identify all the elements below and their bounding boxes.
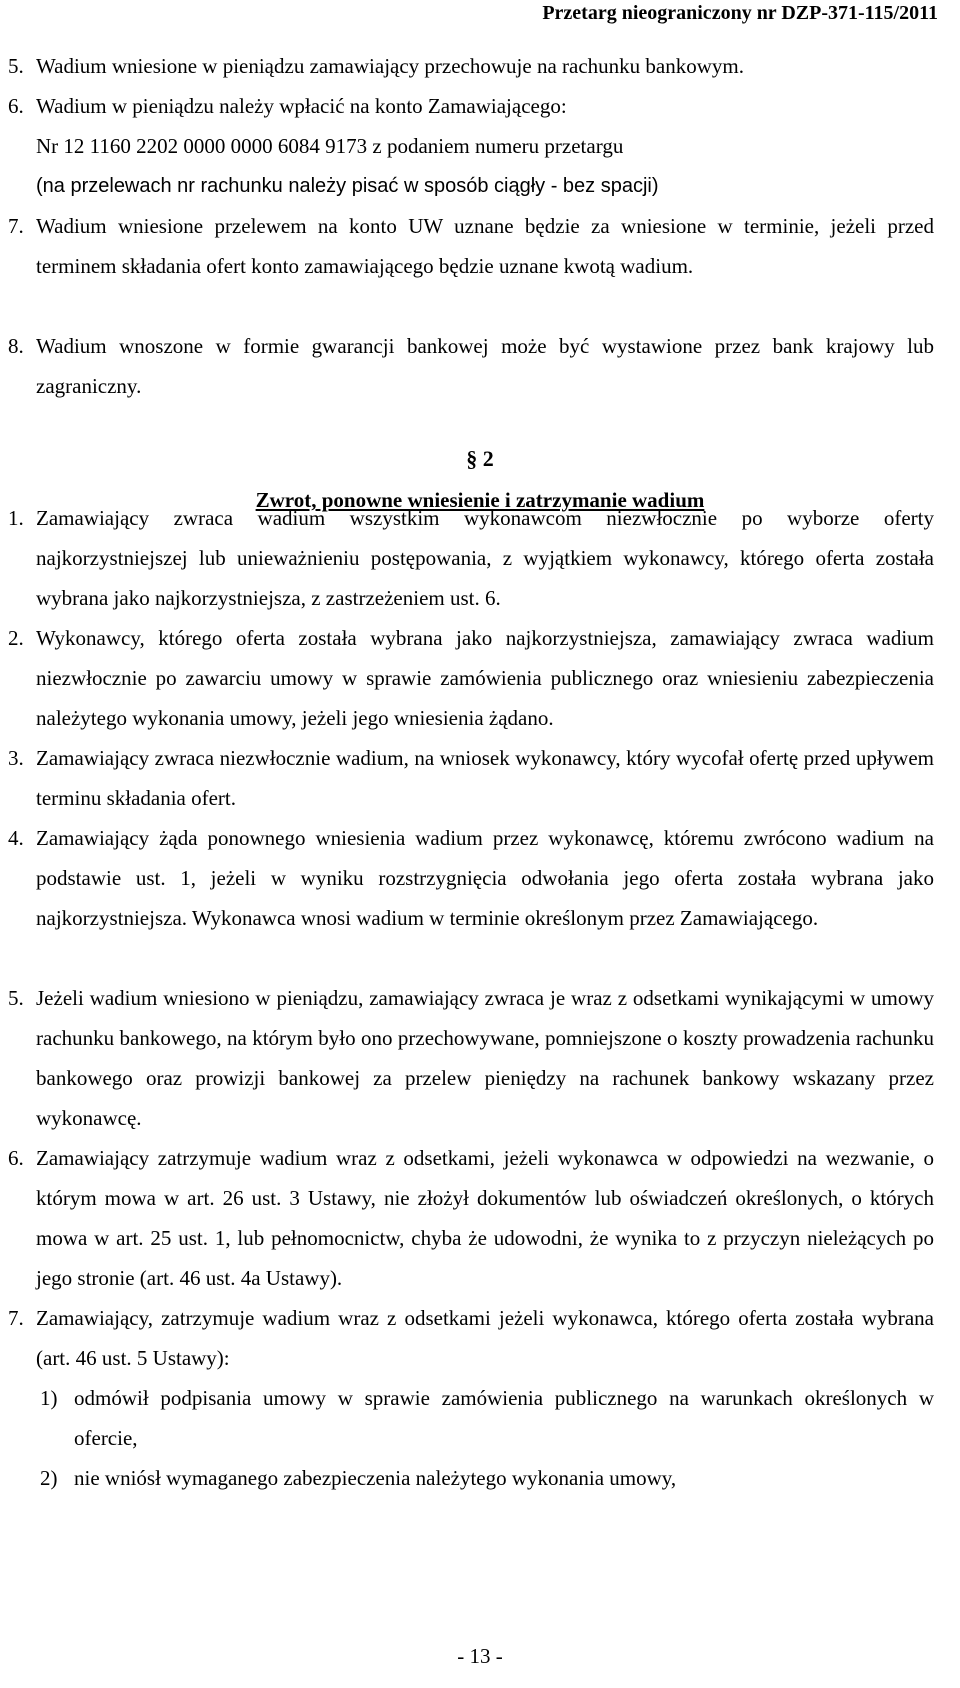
- item-number: 5.: [8, 986, 24, 1010]
- item-number: 3.: [8, 746, 24, 770]
- item-number: 6.: [8, 1146, 24, 1170]
- item-number: 5.: [8, 54, 24, 78]
- section-item-6: [8, 1138, 934, 1298]
- subitem-number: 2): [40, 1466, 58, 1490]
- section-sign: § 2: [466, 446, 494, 471]
- subitem-text: odmówił podpisania umowy w sprawie zamówienia publicznego na warunkach określonych w ofercie,: [74, 1386, 934, 1450]
- section-item-5: [8, 978, 934, 1138]
- top-item-6: [8, 86, 934, 206]
- item-number: 2.: [8, 626, 24, 650]
- item-text-line-1: Wadium w pieniądzu należy wpłacić na konto Zamawiającego:: [36, 94, 567, 118]
- item-text: Jeżeli wadium wniesiono w pieniądzu, zamawiający zwraca je wraz z odsetkami wynikającymi w umowy rachunku bankowego, na którym było ono przechowywane, pomniejszone o koszty prowadzenia rachunku bankowego oraz prowizji bankowej za przelew pieniędzy na rachunek bankowy wskazany przez wykonawcę.: [36, 986, 934, 1130]
- item-text: Zamawiający, zatrzymuje wadium wraz z odsetkami jeżeli wykonawca, którego oferta została wybrana (art. 46 ust. 5 Ustawy):: [36, 1306, 934, 1370]
- item-number: 6.: [8, 94, 24, 118]
- subitem-1: [40, 1378, 934, 1458]
- top-item-8: [8, 326, 934, 406]
- item-text: Wadium wniesione przelewem na konto UW uznane będzie za wniesione w terminie, jeżeli przed terminem składania ofert konto zamawiającego będzie uznane kwotą wadium.: [36, 214, 934, 278]
- item-text: Zamawiający zwraca niezwłocznie wadium, na wniosek wykonawcy, który wycofał ofertę przed upływem terminu składania ofert.: [36, 746, 934, 810]
- section-item-1: [8, 498, 934, 618]
- section-item-2: [8, 618, 934, 738]
- item-number: 1.: [8, 506, 24, 530]
- item-text: Zamawiający zwraca wadium wszystkim wykonawcom niezwłocznie po wyborze oferty najkorzystniejszej lub unieważnieniu postępowania, z wyjątkiem wykonawcy, którego oferta została wybrana jako najkorzystniejsza, z zastrzeżeniem ust. 6.: [36, 506, 934, 610]
- subitem-text: nie wniósł wymaganego zabezpieczenia należytego wykonania umowy,: [74, 1466, 677, 1490]
- subitem-2: [40, 1458, 934, 1498]
- section-item-4: [8, 818, 934, 938]
- item-number: 7.: [8, 214, 24, 238]
- top-item-5: [8, 46, 934, 86]
- item-number: 4.: [8, 826, 24, 850]
- top-item-7: [8, 206, 934, 286]
- subitem-number: 1): [40, 1386, 58, 1410]
- item-text: Wykonawcy, którego oferta została wybrana jako najkorzystniejsza, zamawiający zwraca wadium niezwłocznie po zawarciu umowy w sprawie zamówienia publicznego oraz wniesieniu zabezpieczenia należytego wykonania umowy, jeżeli jego wniesienia żądano.: [36, 626, 934, 730]
- item-text-line-3: (na przelewach nr rachunku należy pisać w sposób ciągły - bez spacji): [36, 175, 659, 197]
- page-header: Przetarg nieograniczony nr DZP-371-115/2011: [542, 2, 938, 24]
- section-item-3: [8, 738, 934, 818]
- section-title: Zwrot, ponowne wniesienie i zatrzymanie wadium: [255, 488, 705, 512]
- page-number: - 13 -: [457, 1644, 503, 1668]
- item-text-line-2: Nr 12 1160 2202 0000 0000 6084 9173 z podaniem numeru przetargu: [36, 134, 624, 158]
- item-number: 7.: [8, 1306, 24, 1330]
- section-item-7: [8, 1298, 934, 1378]
- item-text: Zamawiający zatrzymuje wadium wraz z odsetkami, jeżeli wykonawca w odpowiedzi na wezwanie, o którym mowa w art. 26 ust. 3 Ustawy, nie złożył dokumentów lub oświadczeń określonych, o których mowa w art. 25 ust. 1, lub pełnomocnictw, chyba że udowodni, że wynika to z przyczyn nieleżących po jego stronie (art. 46 ust. 4a Ustawy).: [36, 1146, 934, 1290]
- item-text: Wadium wnoszone w formie gwarancji bankowej może być wystawione przez bank krajowy lub zagraniczny.: [36, 334, 934, 398]
- item-number: 8.: [8, 334, 24, 358]
- item-text: Zamawiający żąda ponownego wniesienia wadium przez wykonawcę, któremu zwrócono wadium na podstawie ust. 1, jeżeli w wyniku rozstrzygnięcia odwołania jego oferta została wybrana jako najkorzystniejsza. Wykonawca wnosi wadium w terminie określonym przez Zamawiającego.: [36, 826, 934, 930]
- item-text: Wadium wniesione w pieniądzu zamawiający przechowuje na rachunku bankowym.: [36, 54, 744, 78]
